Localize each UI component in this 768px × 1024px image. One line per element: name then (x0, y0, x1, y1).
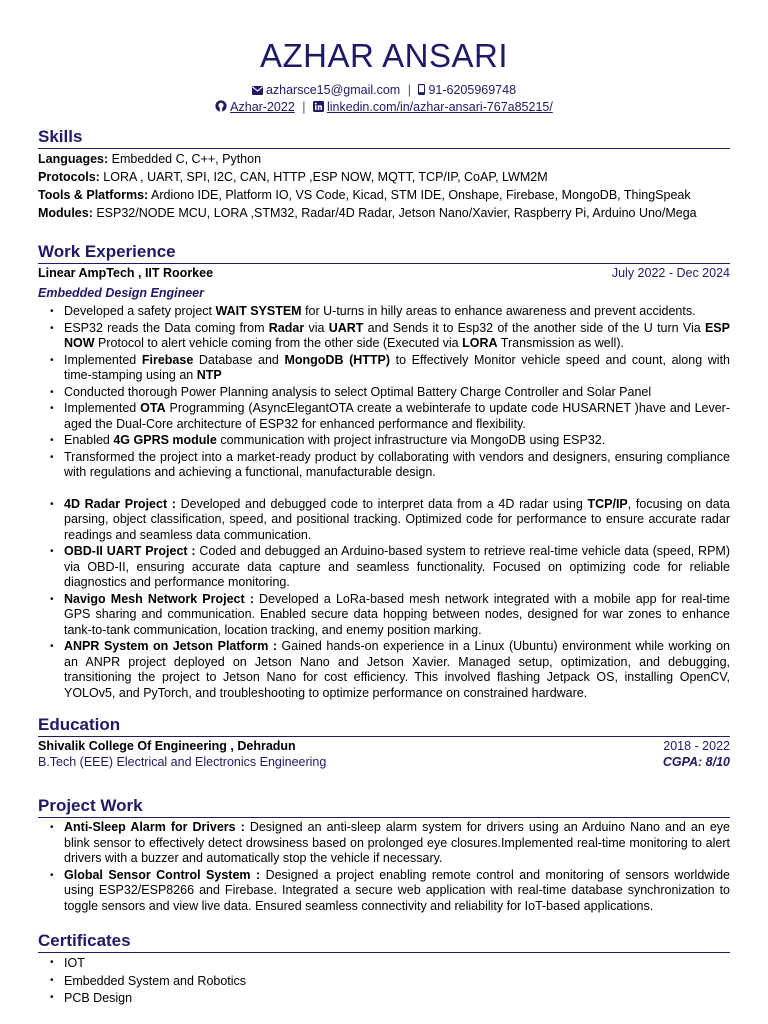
employer-name: Linear AmpTech , IIT Roorkee (38, 266, 214, 280)
work-entry-header (38, 265, 730, 281)
text: Implemented (64, 401, 141, 415)
skill-value: LORA , UART, SPI, I2C, CAN, HTTP ,ESP NOW, MQTT, TCP/IP, CoAP, LWM2M (103, 170, 548, 184)
skill-value: ESP32/NODE MCU, LORA ,STM32, Radar/4D Radar, Jetson Nano/Xavier, Raspberry Pi, Arduino Uno/Mega (96, 206, 697, 220)
bold-text: WAIT SYSTEM (215, 304, 302, 318)
list-item (64, 868, 730, 915)
skill-row-languages (38, 150, 730, 168)
contact-row-1 (38, 82, 730, 99)
list-item (64, 385, 730, 401)
degree-name: B.Tech (EEE) Electrical and Electronics Engineering (38, 755, 327, 769)
skill-label: Protocols: (38, 170, 100, 184)
text: Gained hands-on experience in a Linux (Ubuntu) environment while working on an ANPR project deployed on Jetson Nano and Jetson Xavier. Managed setup, optimization, and debugging, transitioning the project to Jetson Nano for cost efficiency. This involved flashing Jetpack OS, installing OpenCV, YOLOv5, and PyTorch, and troubleshooting to optimize performance on constrained hardware. (64, 639, 730, 700)
list-item (64, 639, 730, 701)
skill-label: Languages: (38, 152, 109, 166)
github-icon (215, 100, 227, 116)
skill-label: Modules: (38, 206, 93, 220)
list-item (64, 450, 730, 481)
bold-text: ANPR System on Jetson Platform : (64, 639, 278, 653)
text: Designed an anti-sleep alarm system for drivers using an Arduino Nano and an eye blink sensor to effectively detect drowsiness based on prolonged eye closures.Implemented real-time monitoring to alert drivers with a buzzer and automatically stop the vehicle if necessary. (64, 820, 730, 865)
separator: | (302, 100, 306, 114)
school-name: Shivalik College Of Engineering , Dehradun (38, 739, 296, 753)
list-item (64, 433, 730, 449)
bold-text: Navigo Mesh Network Project : (64, 591, 254, 606)
list-item (64, 304, 730, 320)
list-item (64, 544, 730, 591)
text: Protocol to alert vehicle coming from the other side (Executed via (94, 336, 463, 350)
text: Programming (AsyncElegantOTA create a webinterafe to update code HUSARNET )have and Lever-aged the Dual-Core architecture of ESP32 for enhanced performance and flexibility. (64, 401, 730, 431)
skill-row-tools (38, 186, 730, 204)
email-link[interactable]: azharsce15@gmail.com (265, 83, 401, 97)
certificate-list (38, 955, 730, 1007)
separator: | (407, 83, 411, 97)
text: to Effectively Monitor vehicle speed and count, along with time-stamping using an (64, 352, 730, 382)
bold-text: Firebase (141, 352, 194, 367)
text: Transmission as well). (497, 336, 624, 350)
bold-text: NTP (196, 368, 222, 382)
work-section (38, 242, 730, 701)
text: Developed a safety project (64, 304, 216, 318)
linkedin-icon (313, 100, 324, 116)
section-title-projects: Project Work (38, 796, 730, 818)
bold-text: UART (328, 320, 364, 335)
skill-value: Ardiono IDE, Platform IO, VS Code, Kicad, STM IDE, Onshape, Firebase, MongoDB, ThingSpeak (151, 188, 691, 202)
text: Enabled (64, 433, 114, 447)
list-item (64, 321, 730, 352)
skill-row-modules (38, 204, 730, 222)
text: for U-turns in hilly areas to enhance awareness and prevent accidents. (301, 304, 696, 318)
text: and Sends it to Esp32 of the another side of the U turn Via (363, 320, 705, 335)
list-item (64, 592, 730, 639)
bold-text: MongoDB (HTTP) (284, 352, 391, 367)
list-item (64, 353, 730, 384)
contact-block (38, 82, 730, 116)
education-entry-sub (38, 754, 730, 770)
skills-section (38, 127, 730, 222)
mobile-phone-icon (418, 83, 425, 99)
text: via (304, 320, 329, 335)
skill-value: Embedded C, C++, Python (111, 152, 262, 166)
section-title-skills: Skills (38, 127, 730, 149)
bold-text: OTA (140, 401, 166, 415)
text: Implemented (64, 352, 142, 367)
bold-text: LORA (462, 336, 498, 350)
list-item (64, 820, 730, 867)
certificates-section (38, 931, 730, 1007)
candidate-name: AZHAR ANSARI (259, 37, 509, 74)
text: communication with project infrastructure via MongoDB using ESP32. (216, 433, 606, 447)
list-item (64, 497, 730, 544)
bold-text: TCP/IP (587, 496, 628, 511)
text: Developed and debugged code to interpret data from a 4D radar using (175, 496, 588, 511)
work-bullet-list (38, 304, 730, 481)
text: ESP32 reads the Data coming from (64, 320, 269, 335)
contact-row-2 (38, 99, 730, 116)
text: , focusing on data parsing, object classification, speed, and positional tracking. Optimized code for performance to ensure accurate radar readings and seamless data communication. (64, 496, 731, 542)
bold-text: OBD-II UART Project : (64, 544, 196, 558)
section-title-certificates: Certificates (38, 931, 730, 953)
bold-text: Anti-Sleep Alarm for Drivers : (64, 820, 245, 834)
text: Database and (193, 352, 285, 367)
bold-text: ESP NOW (64, 320, 730, 350)
bold-text: 4G GPRS module (113, 433, 217, 447)
text: Transformed the project into a market-ready product by collaborating with vendors and designers, ensuring compliance with regulations and achieving a functional, manufacturable design. (64, 449, 730, 479)
phone-number[interactable]: 91-6205969748 (428, 83, 517, 97)
text: Conducted thorough Power Planning analysis to select Optimal Battery Charge Controller and Solar Panel (64, 384, 652, 399)
cgpa-value: CGPA: 8/10 (662, 755, 730, 769)
github-link[interactable]: Azhar-2022 (230, 100, 295, 114)
list-item: • Embedded System and Robotics (64, 973, 730, 990)
skill-label: Tools & Platforms: (38, 188, 149, 202)
education-entry-header (38, 738, 730, 754)
section-title-education: Education (38, 715, 730, 737)
text: Designed a project enabling remote control and monitoring of sensors worldwide using ESP32/ESP8266 and Firebase. Integrated a secure web application with real-time database synchronization to toggle sensors and view live data. Ensured seamless connectivity and reliability for IoT-based applications. (64, 867, 730, 913)
work-project-list (38, 497, 730, 702)
list-item (64, 401, 730, 432)
employment-dates: July 2022 - Dec 2024 (611, 266, 730, 280)
project-work-section (38, 796, 730, 914)
education-dates: 2018 - 2022 (663, 739, 730, 753)
list-item: • IOT (64, 955, 730, 972)
text: Coded and debugged an Arduino-based system to retrieve real-time vehicle data (speed, RPM) via OBD-II, ensuring accurate data capture and seamless functionality. Focused on optimizing code for reliable diagnostics and performance monitoring. (64, 544, 730, 589)
section-title-work: Work Experience (38, 242, 730, 264)
skill-row-protocols (38, 168, 730, 186)
bold-text: Radar (268, 320, 305, 335)
list-item: • PCB Design (64, 990, 730, 1007)
text: Developed a LoRa-based mesh network integrated with a mobile app for real-time GPS sharing and communication. Enabled secure data hopping between nodes, designed for war zones to enhance tank-to-tank communication, location tracking, and enemy position marking. (64, 591, 730, 637)
linkedin-link[interactable]: linkedin.com/in/azhar-ansari-767a85215/ (327, 100, 553, 114)
bold-text: 4D Radar Project : (64, 496, 176, 511)
bold-text: Global Sensor Control System : (64, 867, 261, 882)
job-role: Embedded Design Engineer (38, 286, 205, 300)
project-list (38, 820, 730, 914)
education-section (38, 715, 730, 770)
envelope-icon (252, 83, 263, 99)
